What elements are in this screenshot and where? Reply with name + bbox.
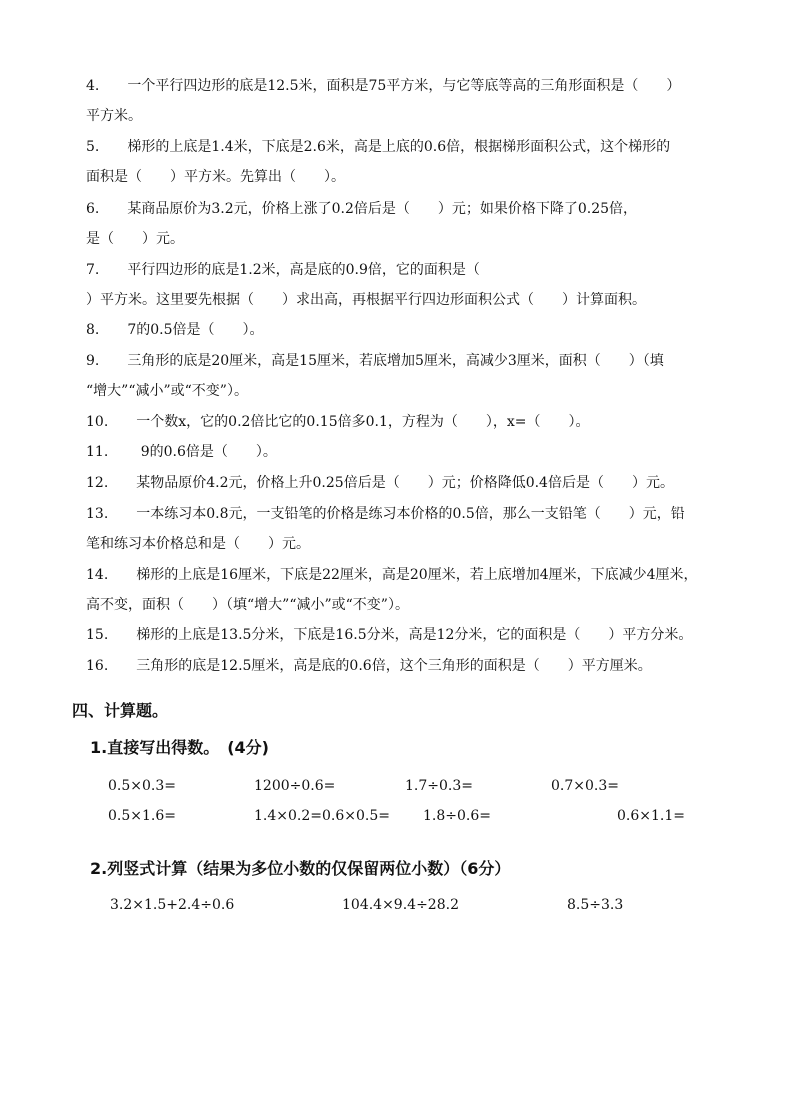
question-9-line-1: 9. 三角形的底是20厘米，高是15厘米，若底增加5厘米，高减少3厘米，面积（ ）（填 — [86, 353, 664, 369]
question-7-line-1: 7. 平行四边形的底是1.2米，高是底的0.9倍，它的面积是（ — [86, 262, 480, 278]
calc-item: 1.7÷0.3= — [405, 778, 473, 794]
question-10-line-1: 10. 一个数x，它的0.2倍比它的0.15倍多0.1，方程为（ ），x=（ ）。 — [86, 414, 590, 430]
calc-item: 0.6×1.1= — [617, 808, 685, 824]
vertical-calc-item: 104.4×9.4÷28.2 — [342, 897, 459, 913]
vertical-calc-item: 3.2×1.5+2.4÷0.6 — [110, 897, 235, 913]
question-14-line-2: 高不变，面积（ ）（填“增大”“减小”或“不变”）。 — [86, 597, 409, 613]
question-15-line-1: 15. 梯形的上底是13.5分米，下底是16.5分米，高是12分米，它的面积是（ ）平方分米。 — [86, 627, 693, 643]
section-4-title: 四、计算题。 — [72, 701, 169, 720]
question-4-line-1: 4. 一个平行四边形的底是12.5米，面积是75平方米，与它等底等高的三角形面积是（ ） — [86, 78, 681, 94]
question-6-line-2: 是（ ）元。 — [86, 231, 184, 247]
part-2-title: 2.列竖式计算（结果为多位小数的仅保留两位小数）（6分） — [90, 859, 511, 878]
question-12-line-1: 12. 某物品原价4.2元，价格上升0.25倍后是（ ）元；价格降低0.4倍后是（ ）元。 — [86, 475, 674, 491]
question-5-line-1: 5. 梯形的上底是1.4米，下底是2.6米，高是上底的0.6倍，根据梯形面积公式，这个梯形的 — [86, 139, 671, 155]
question-5-line-2: 面积是（ ）平方米。先算出（ ）。 — [86, 169, 345, 185]
question-9-line-2: “增大”“减小”或“不变”）。 — [86, 383, 248, 399]
question-11-line-1: 11. 9的0.6倍是（ ）。 — [86, 444, 277, 460]
calc-item: 0.7×0.3= — [551, 778, 619, 794]
question-7-line-2: ）平方米。这里要先根据（ ）求出高，再根据平行四边形面积公式（ ）计算面积。 — [86, 292, 646, 308]
question-13-line-1: 13. 一本练习本0.8元，一支铅笔的价格是练习本价格的0.5倍，那么一支铅笔（ ）元，铅 — [86, 506, 685, 522]
question-4-line-2: 平方米。 — [86, 108, 142, 124]
calc-item: 1.8÷0.6= — [423, 808, 491, 824]
calc-item: 0.5×1.6= — [108, 808, 176, 824]
calc-item: 0.5×0.3= — [108, 778, 176, 794]
vertical-calc-item: 8.5÷3.3 — [567, 897, 624, 913]
question-13-line-2: 笔和练习本价格总和是（ ）元。 — [86, 536, 310, 552]
part-1-title: 1.直接写出得数。 (4分) — [90, 738, 269, 757]
calc-item: 1200÷0.6= — [254, 778, 336, 794]
question-14-line-1: 14. 梯形的上底是16厘米，下底是22厘米，高是20厘米，若上底增加4厘米，下底减少4厘米， — [86, 567, 698, 583]
question-6-line-1: 6. 某商品原价为3.2元，价格上涨了0.2倍后是（ ）元；如果价格下降了0.25倍， — [86, 201, 638, 217]
question-16-line-1: 16. 三角形的底是12.5厘米，高是底的0.6倍，这个三角形的面积是（ ）平方厘米。 — [86, 658, 652, 674]
calc-item: 1.4×0.2=0.6×0.5= — [254, 808, 390, 824]
question-8-line-1: 8. 7的0.5倍是（ ）。 — [86, 322, 264, 338]
